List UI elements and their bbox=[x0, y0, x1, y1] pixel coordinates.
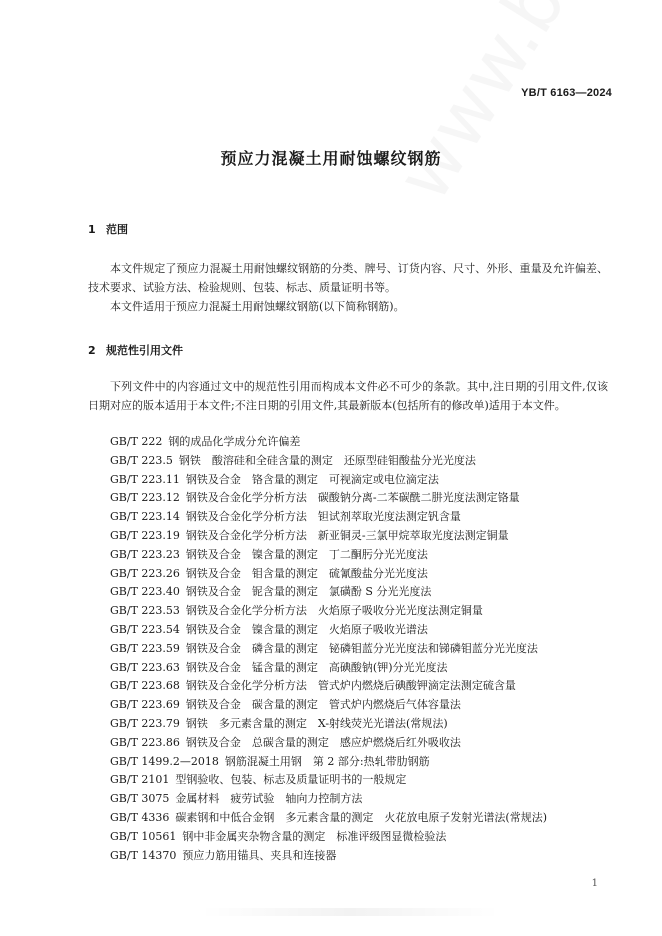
reference-code: GB/T 223.59 bbox=[110, 641, 180, 655]
reference-title: 钢铁 酸溶硅和全硅含量的测定 还原型硅钼酸盐分光光度法 bbox=[178, 453, 476, 467]
reference-item bbox=[110, 527, 620, 546]
reference-code: GB/T 223.54 bbox=[110, 622, 180, 636]
reference-code: GB/T 223.69 bbox=[110, 698, 180, 712]
reference-item bbox=[110, 489, 620, 508]
reference-item bbox=[110, 771, 620, 790]
reference-title: 钢铁及合金 总碳含量的测定 感应炉燃烧后红外吸收法 bbox=[185, 735, 461, 749]
reference-list bbox=[110, 433, 620, 865]
reference-code: GB/T 1499.2—2018 bbox=[110, 754, 219, 768]
reference-item bbox=[110, 565, 620, 584]
reference-item bbox=[110, 471, 620, 490]
section-title: 范围 bbox=[106, 223, 128, 236]
reference-code: GB/T 223.14 bbox=[110, 510, 180, 524]
reference-title: 钢铁及合金化学分析方法 管式炉内燃烧后碘酸钾滴定法测定硫含量 bbox=[185, 679, 516, 693]
section-1-heading bbox=[88, 221, 128, 237]
reference-title: 钢铁及合金化学分析方法 钽试剂萃取光度法测定钒含量 bbox=[185, 510, 461, 524]
reference-title: 钢的成品化学成分允许偏差 bbox=[168, 435, 301, 448]
reference-code: GB/T 223.5 bbox=[110, 453, 173, 467]
reference-item bbox=[110, 659, 620, 678]
reference-code: GB/T 223.79 bbox=[110, 716, 180, 730]
reference-code: GB/T 10561 bbox=[110, 829, 177, 843]
reference-title: 钢铁及合金 镍含量的测定 火焰原子吸收光谱法 bbox=[185, 622, 428, 636]
reference-title: 钢铁及合金 碳含量的测定 管式炉内燃烧后气体容量法 bbox=[185, 698, 461, 712]
reference-title: 钢铁及合金化学分析方法 碳酸钠分离-二苯碳酰二肼光度法测定铬量 bbox=[185, 491, 520, 505]
scope-paragraph-2: 本文件适用于预应力混凝土用耐蚀螺纹钢筋(以下简称钢筋)。 bbox=[110, 300, 405, 313]
reference-title: 钢铁及合金 铌含量的测定 氯磺酚 S 分光光度法 bbox=[185, 585, 432, 599]
reference-title: 金属材料 疲劳试验 轴向力控制方法 bbox=[175, 792, 363, 806]
section-title: 规范性引用文件 bbox=[106, 344, 183, 357]
reference-code: GB/T 223.68 bbox=[110, 679, 180, 693]
reference-code: GB/T 14370 bbox=[110, 848, 177, 862]
reference-item bbox=[110, 677, 620, 696]
reference-code: GB/T 2101 bbox=[110, 773, 170, 787]
reference-item bbox=[110, 621, 620, 640]
reference-item bbox=[110, 753, 620, 772]
reference-title: 钢中非金属夹杂物含量的测定 标准评级图显微检验法 bbox=[182, 829, 447, 843]
reference-code: GB/T 223.63 bbox=[110, 660, 180, 674]
scan-artifact bbox=[200, 908, 500, 916]
reference-item bbox=[110, 847, 620, 866]
reference-title: 钢铁及合金化学分析方法 新亚铜灵-三氯甲烷萃取光度法测定铜量 bbox=[185, 528, 509, 542]
reference-item bbox=[110, 715, 620, 734]
reference-title: 预应力筋用锚具、夹具和连接器 bbox=[182, 848, 337, 862]
reference-item bbox=[110, 433, 620, 452]
page-number: 1 bbox=[591, 878, 598, 889]
reference-item bbox=[110, 602, 620, 621]
reference-title: 型钢验收、包装、标志及质量证明书的一般规定 bbox=[175, 773, 407, 787]
reference-title: 钢铁及合金 钼含量的测定 硫氰酸盐分光光度法 bbox=[185, 566, 428, 580]
reference-item bbox=[110, 508, 620, 527]
reference-code: GB/T 3075 bbox=[110, 792, 170, 806]
reference-title: 碳素钢和中低合金钢 多元素含量的测定 火花放电原子发射光谱法(常规法) bbox=[175, 810, 547, 824]
reference-title: 钢筋混凝土用钢 第 2 部分:热轧带肋钢筋 bbox=[224, 754, 430, 768]
reference-title: 钢铁及合金 铬含量的测定 可视滴定或电位滴定法 bbox=[185, 472, 439, 486]
scope-paragraph-1: 本文件规定了预应力混凝土用耐蚀螺纹钢筋的分类、牌号、订货内容、尺寸、外形、重量及允许偏差、技术要求、试验方法、检验规则、包装、标志、质量证明书等。 bbox=[88, 262, 608, 294]
reference-item bbox=[110, 452, 620, 471]
reference-item bbox=[110, 640, 620, 659]
reference-title: 钢铁 多元素含量的测定 X-射线荧光光谱法(常规法) bbox=[185, 716, 448, 730]
section-number: 2 bbox=[88, 344, 96, 357]
reference-code: GB/T 223.26 bbox=[110, 566, 180, 580]
reference-code: GB/T 223.19 bbox=[110, 528, 180, 542]
standard-code: YB/T 6163—2024 bbox=[521, 87, 612, 99]
reference-code: GB/T 223.40 bbox=[110, 585, 180, 599]
reference-title: 钢铁及合金 镍含量的测定 丁二酮肟分光光度法 bbox=[185, 547, 428, 561]
document-title: 预应力混凝土用耐蚀螺纹钢筋 bbox=[220, 149, 442, 168]
reference-item bbox=[110, 734, 620, 753]
reference-item bbox=[110, 809, 620, 828]
references-intro: 下列文件中的内容通过文中的规范性引用而构成本文件必不可少的条款。其中,注日期的引用文件,仅该日期对应的版本适用于本文件;不注日期的引用文件,其最新版本(包括所有的修改单)适用于本文件。 bbox=[88, 380, 608, 412]
section-number: 1 bbox=[88, 223, 96, 236]
reference-title: 钢铁及合金 磷含量的测定 铋磷钼蓝分光光度法和锑磷钼蓝分光光度法 bbox=[185, 641, 538, 655]
reference-code: GB/T 4336 bbox=[110, 810, 170, 824]
reference-code: GB/T 223.23 bbox=[110, 547, 180, 561]
reference-item bbox=[110, 828, 620, 847]
reference-title: 钢铁及合金 锰含量的测定 高碘酸钠(钾)分光光度法 bbox=[185, 660, 448, 674]
section-2-heading bbox=[88, 342, 183, 358]
reference-code: GB/T 223.53 bbox=[110, 604, 180, 618]
reference-title: 钢铁及合金化学分析方法 火焰原子吸收分光光度法测定铜量 bbox=[185, 604, 483, 618]
watermark bbox=[380, 0, 662, 216]
reference-item bbox=[110, 696, 620, 715]
reference-code: GB/T 223.86 bbox=[110, 735, 180, 749]
reference-code: GB/T 223.11 bbox=[110, 472, 180, 486]
reference-code: GB/T 223.12 bbox=[110, 491, 180, 505]
reference-item bbox=[110, 546, 620, 565]
reference-item bbox=[110, 583, 620, 602]
reference-code: GB/T 222 bbox=[110, 435, 163, 448]
reference-item bbox=[110, 790, 620, 809]
